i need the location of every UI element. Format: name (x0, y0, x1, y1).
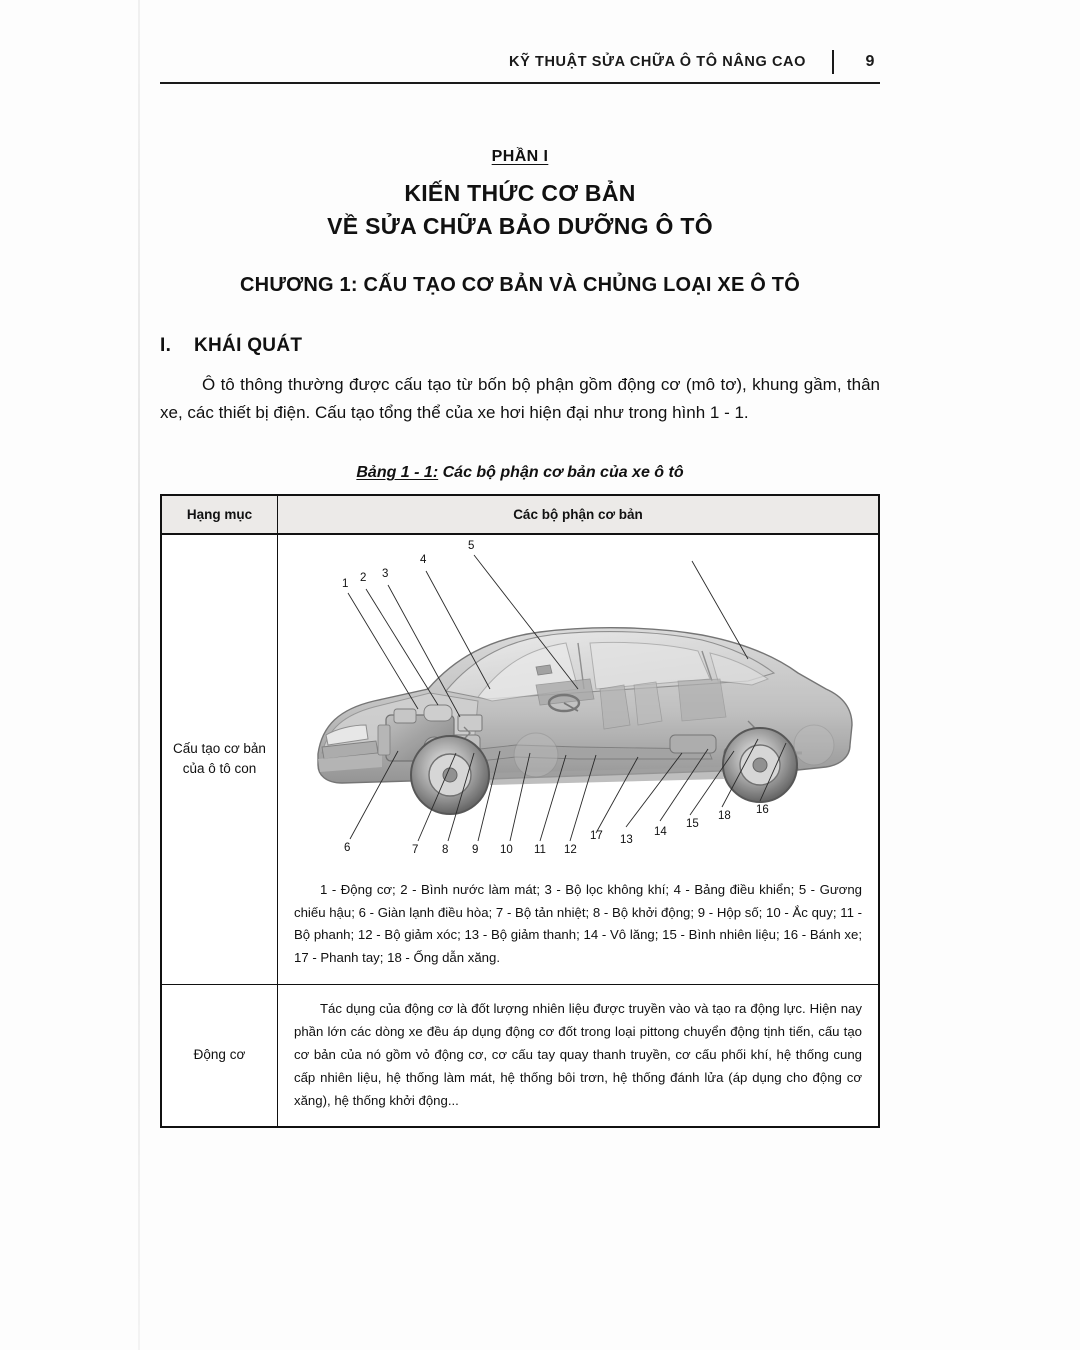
table-row (161, 534, 879, 869)
intro-paragraph-text: Ô tô thông thường được cấu tạo từ bốn bộ phận gồm động cơ (mô tơ), khung gầm, thân xe, các thiết bị điện. Cấu tạo tổng thể của xe hơi hiện đại như trong hình 1 - 1. (160, 375, 880, 422)
table-caption-text: Các bộ phận cơ bản của xe ô tô (442, 464, 684, 482)
header-rule (160, 82, 880, 84)
page-content (160, 50, 880, 1128)
callout-14: 14 (654, 826, 667, 839)
callout-12: 12 (564, 844, 577, 857)
figure-legend-cell (278, 869, 880, 984)
header-book-title: KỸ THUẬT SỬA CHỮA Ô TÔ NÂNG CAO (509, 54, 806, 70)
part-title-line-1: KIẾN THỨC CƠ BẢN (404, 180, 636, 206)
callout-10: 10 (500, 844, 513, 857)
callout-16: 16 (756, 804, 769, 817)
callout-6: 6 (344, 842, 351, 855)
scan-edge-shadow (138, 0, 140, 1350)
callout-7: 7 (412, 844, 419, 857)
callout-8: 8 (442, 844, 449, 857)
car-cutaway-figure (278, 539, 878, 869)
part-label: PHẦN I (491, 148, 549, 165)
engine-description-cell (278, 984, 880, 1127)
figure-legend-text: 1 - Động cơ; 2 - Bình nước làm mát; 3 - Bộ lọc không khí; 4 - Bảng điều khiển; 5 - Gương chiếu hậu; 6 - Giàn lạnh điều hòa; 7 - Bộ tản nhiệt; 8 - Bộ khởi động; 9 - Hộp số; 10 - Ắc quy; 11 - Bộ phanh; 12 - Bộ giảm xóc; 13 - Bộ giảm thanh; 14 - Vô lăng; 15 - Bình nhiên liệu; 16 - Bánh xe; 17 - Phanh tay; 18 - Ống dẫn xăng. (294, 882, 862, 966)
car-cutaway-illustration (278, 539, 878, 869)
column-header-category: Hạng mục (161, 495, 278, 534)
components-table (160, 494, 880, 1128)
callout-18: 18 (718, 810, 731, 823)
column-header-components: Các bộ phận cơ bản (278, 495, 880, 534)
section-number: I. (160, 335, 172, 356)
intro-paragraph (160, 371, 880, 426)
section-heading (160, 335, 880, 357)
callout-4: 4 (420, 554, 427, 567)
callout-11: 11 (534, 844, 546, 857)
callout-15: 15 (686, 818, 699, 831)
callout-3: 3 (382, 568, 389, 581)
callout-2: 2 (360, 572, 367, 585)
table-caption-label: Bảng 1 - 1: (356, 464, 439, 482)
row-label-car-structure: Cấu tạo cơ bản của ô tô con (161, 534, 278, 984)
table-caption (160, 464, 880, 482)
part-title-line-2: VỀ SỬA CHỮA BẢO DƯỠNG Ô TÔ (327, 213, 713, 239)
callout-5: 5 (468, 540, 475, 553)
callout-13: 13 (620, 834, 633, 847)
callout-1: 1 (342, 578, 349, 591)
header-divider (832, 50, 834, 74)
row-label-engine: Động cơ (161, 984, 278, 1127)
engine-description-text: Tác dụng của động cơ là đốt lượng nhiên liệu được truyền vào và tạo ra động lực. Hiện nay phần lớn các dòng xe đều áp dụng động cơ đốt trong loại pittong chuyển động tịnh tiến, cấu tạo cơ bản của nó gồm vỏ động cơ, cơ cấu tay quay thanh truyền, cơ cấu phối khí, hệ thống cung cấp nhiên liệu, hệ thống làm mát, hệ thống bôi trơn, hệ thống đánh lửa (áp dụng cho động cơ xăng), hệ thống khởi động... (294, 1000, 862, 1109)
table-row (161, 984, 879, 1127)
table-header-row (161, 495, 879, 534)
page-number: 9 (865, 53, 875, 70)
callout-9: 9 (472, 844, 479, 857)
running-header (160, 50, 880, 90)
callout-17: 17 (590, 830, 603, 843)
chapter-title: CHƯƠNG 1: CẤU TẠO CƠ BẢN VÀ CHỦNG LOẠI XE Ô TÔ (240, 274, 800, 296)
figure-cell (278, 534, 880, 869)
section-title: KHÁI QUÁT (194, 335, 303, 356)
